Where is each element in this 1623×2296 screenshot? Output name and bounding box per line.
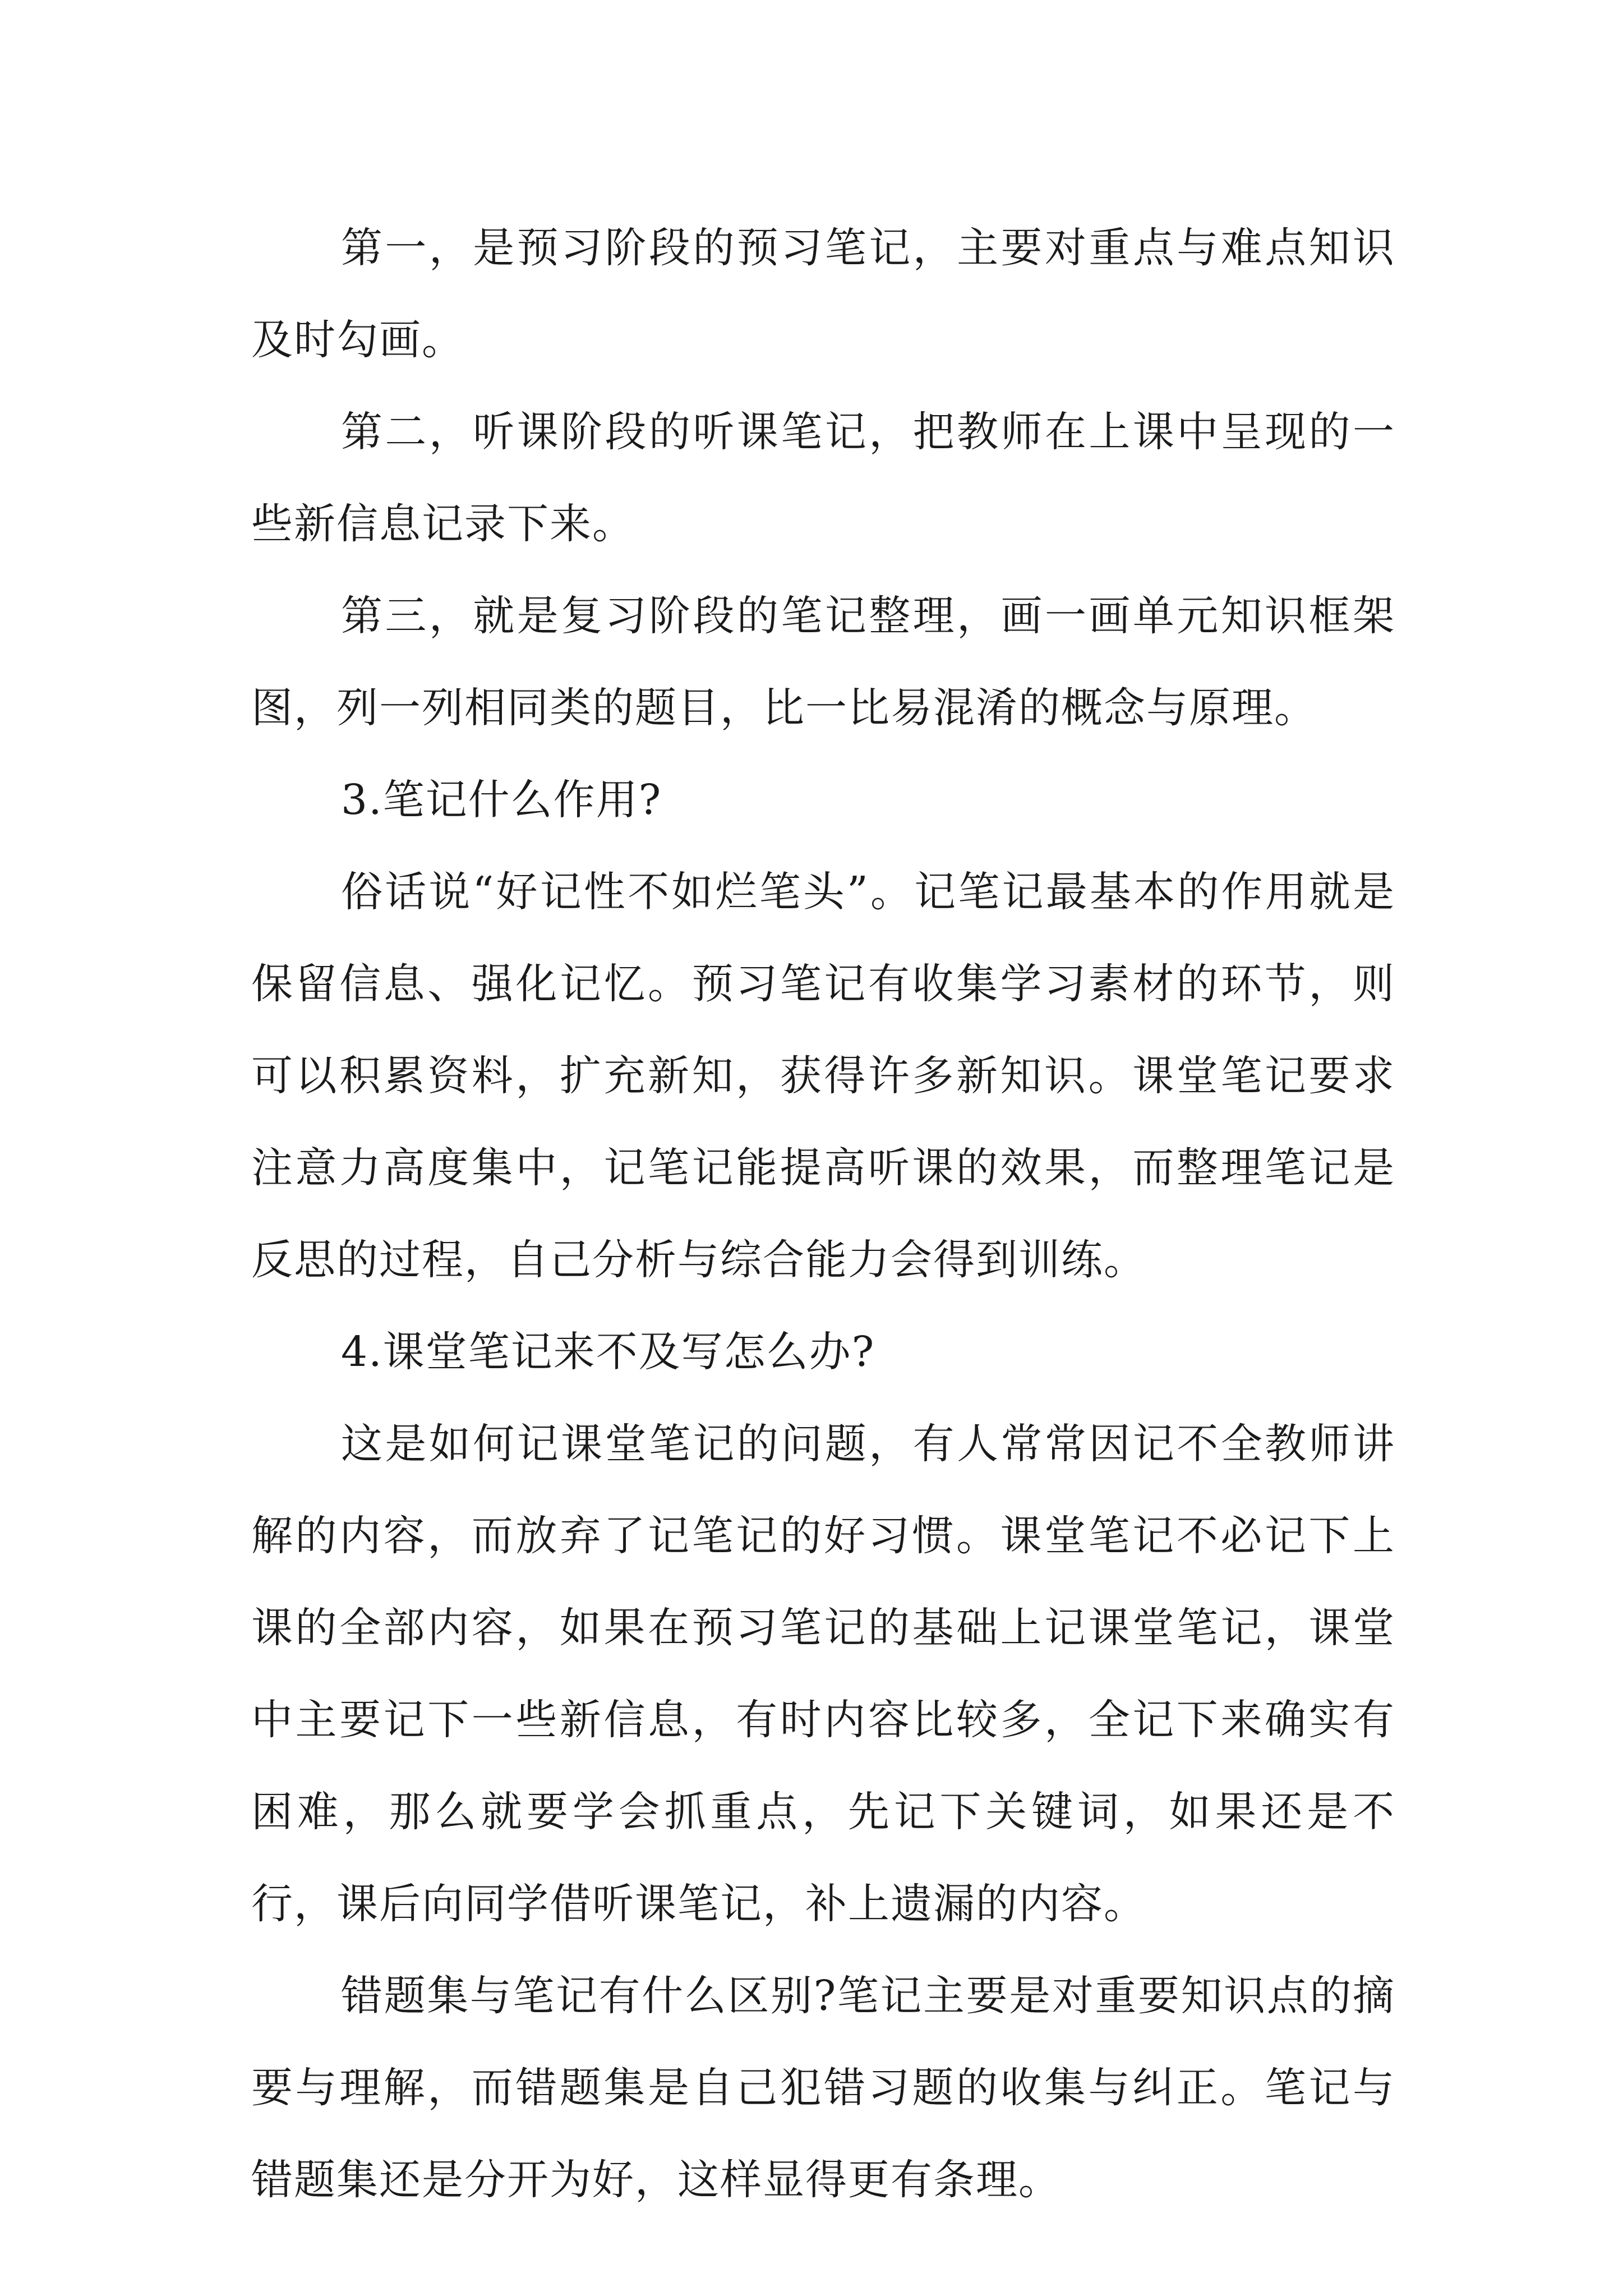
paragraph-no-time: 这是如何记课堂笔记的问题，有人常常因记不全教师讲解的内容，而放弃了记笔记的好习惯。课堂笔记不必记下上课的全部内容，如果在预习笔记的基础上记课堂笔记，课堂中主要记下一些新信息，有时内容比较多，全记下来确实有困难，那么就要学会抓重点，先记下关键词，如果还是不行，课后向同学借听课笔记，补上遗漏的内容。 bbox=[251, 1420, 1395, 1928]
section-heading-no-time: 4.课堂笔记来不及写怎么办? bbox=[341, 1328, 875, 1376]
paragraph-study-preview-notes: 第一，是预习阶段的预习笔记，主要对重点与难点知识及时勾画。 bbox=[251, 224, 1395, 364]
paragraph-note-purpose: 俗话说“好记性不如烂笔头”。记笔记最基本的作用就是保留信息、强化记忆。预习笔记有收集学习素材的环节，则可以积累资料，扩充新知，获得许多新知识。课堂笔记要求注意力高度集中，记笔记能提高听课的效果，而整理笔记是反思的过程，自己分析与综合能力会得到训练。 bbox=[251, 868, 1395, 1284]
paragraph-error-collection: 错题集与笔记有什么区别?笔记主要是对重要知识点的摘要与理解，而错题集是自己犯错习题的收集与纠正。笔记与错题集还是分开为好，这样显得更有条理。 bbox=[251, 1972, 1395, 2204]
section-heading-note-purpose: 3.笔记什么作用? bbox=[341, 776, 662, 824]
paragraph-review-notes: 第三，就是复习阶段的笔记整理，画一画单元知识框架图，列一列相同类的题目，比一比易混淆的概念与原理。 bbox=[251, 592, 1395, 732]
paragraph-lecture-notes: 第二，听课阶段的听课笔记，把教师在上课中呈现的一些新信息记录下来。 bbox=[251, 408, 1395, 548]
document-body bbox=[251, 202, 1395, 2226]
